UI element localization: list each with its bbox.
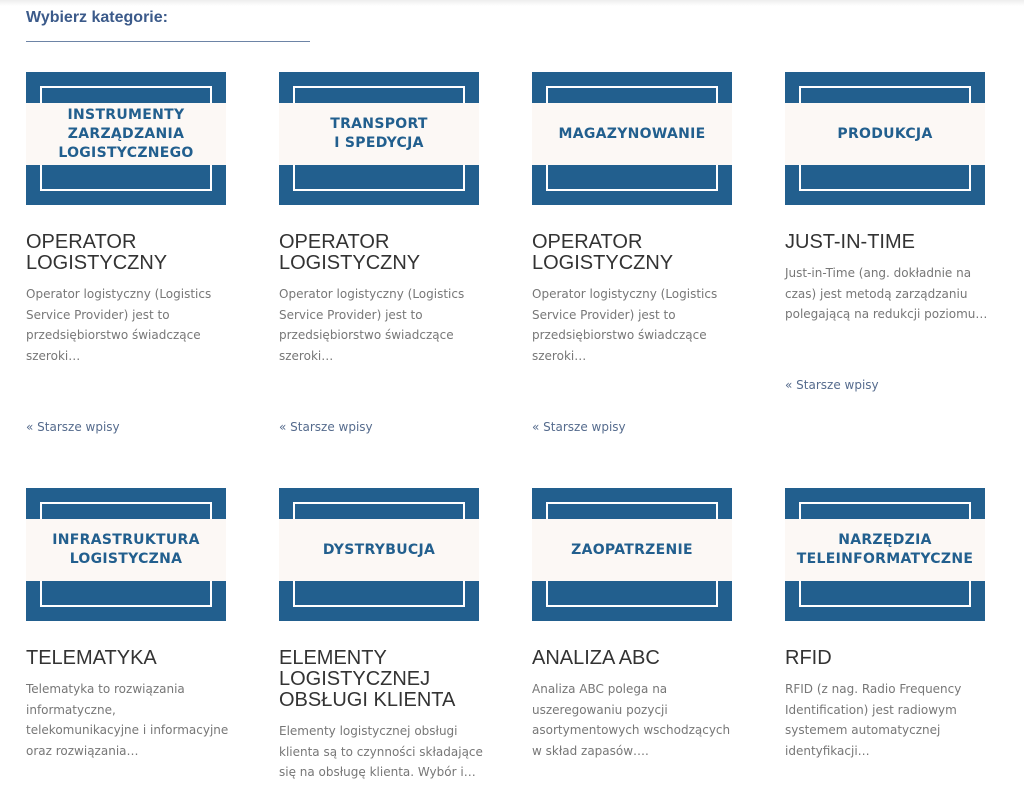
thumbnail-band	[279, 103, 479, 165]
category-label: PRODUKCJA	[837, 125, 933, 142]
older-posts-link[interactable]: « Starsze wpisy	[785, 378, 879, 392]
category-card	[279, 72, 484, 434]
category-label: ZAOPATRZENIE	[571, 541, 693, 558]
older-posts-link[interactable]: « Starsze wpisy	[532, 420, 626, 434]
post-title[interactable]: ANALIZA ABC	[532, 647, 660, 669]
category-thumbnail-link[interactable]	[785, 72, 985, 205]
older-posts-link[interactable]: « Starsze wpisy	[26, 420, 120, 434]
thumbnail-band	[532, 103, 732, 165]
category-card	[26, 72, 231, 434]
post-title[interactable]: OPERATOR LOGISTYCZNY	[279, 231, 421, 274]
category-card	[785, 488, 990, 761]
thumbnail-band	[26, 519, 226, 581]
post-title[interactable]: OPERATOR LOGISTYCZNY	[26, 231, 168, 274]
category-label: MAGAZYNOWANIE	[558, 125, 706, 142]
top-bar	[0, 0, 1024, 6]
category-card	[26, 488, 231, 761]
category-label: INSTRUMENTY ZARZĄDZANIA LOGISTYCZNEGO	[58, 106, 194, 161]
category-card	[279, 488, 484, 783]
category-label: TRANSPORT I SPEDYCJA	[330, 116, 428, 151]
category-thumbnail-link[interactable]	[785, 488, 985, 621]
category-label: NARZĘDZIA TELEINFORMATYCZNE	[796, 532, 974, 567]
category-label: INFRASTRUKTURA LOGISTYCZNA	[52, 532, 200, 567]
category-label: DYSTRYBUCJA	[322, 541, 436, 558]
category-thumbnail-link[interactable]	[532, 72, 732, 205]
category-thumbnail-link[interactable]	[279, 72, 479, 205]
post-title[interactable]: RFID	[785, 647, 832, 669]
category-card	[532, 72, 737, 434]
heading-divider	[26, 41, 310, 42]
thumbnail-band	[785, 103, 985, 165]
thumbnail-band	[279, 519, 479, 581]
category-card	[785, 72, 990, 392]
post-title[interactable]: ELEMENTY LOGISTYCZNEJ OBSŁUGI KLIENTA	[279, 647, 456, 711]
post-title[interactable]: TELEMATYKA	[26, 647, 157, 669]
post-excerpt: Operator logistyczny (Logistics Service Provider) jest to przedsiębiorstwo świadczące szeroki…	[532, 287, 718, 363]
category-card	[532, 488, 737, 761]
post-title[interactable]: JUST-IN-TIME	[785, 231, 915, 253]
older-posts-link[interactable]: « Starsze wpisy	[279, 420, 373, 434]
thumbnail-band	[785, 519, 985, 581]
thumbnail-band	[26, 103, 226, 165]
section-heading: Wybierz kategorie:	[26, 9, 168, 26]
thumbnail-band	[532, 519, 732, 581]
post-excerpt: Operator logistyczny (Logistics Service Provider) jest to przedsiębiorstwo świadczące szeroki…	[279, 287, 465, 363]
post-excerpt: Analiza ABC polega na uszeregowaniu pozycji asortymentowych wschodzących w skład zapasów….	[532, 682, 731, 758]
post-excerpt: Operator logistyczny (Logistics Service Provider) jest to przedsiębiorstwo świadczące szeroki…	[26, 287, 212, 363]
category-thumbnail-link[interactable]	[26, 72, 226, 205]
category-thumbnail-link[interactable]	[279, 488, 479, 621]
post-excerpt: Elementy logistycznej obsługi klienta są to czynności składające się na obsługę klienta. Wybór i…	[279, 724, 483, 779]
post-excerpt: RFID (z nag. Radio Frequency Identification) jest radiowym systemem automatycznej identyfikacji…	[785, 682, 962, 758]
category-thumbnail-link[interactable]	[26, 488, 226, 621]
category-thumbnail-link[interactable]	[532, 488, 732, 621]
post-title[interactable]: OPERATOR LOGISTYCZNY	[532, 231, 674, 274]
post-excerpt: Just-in-Time (ang. dokładnie na czas) jest metodą zarządzaniu polegającą na redukcji poziomu…	[785, 266, 988, 321]
post-excerpt: Telematyka to rozwiązania informatyczne, telekomunikacyjne i informacyjne oraz rozwiązania…	[26, 682, 229, 758]
